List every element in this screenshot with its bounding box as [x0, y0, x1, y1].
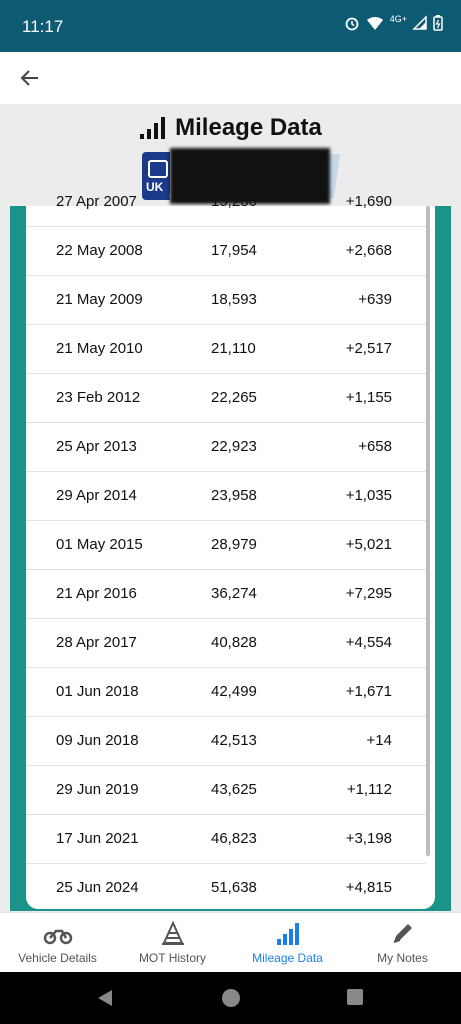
system-home-icon[interactable]: [221, 988, 241, 1008]
row-date: 22 May 2008: [56, 242, 143, 259]
network-type: 4G+: [389, 14, 407, 24]
app-bar: [0, 52, 461, 104]
nav-my-notes[interactable]: [345, 913, 460, 973]
row-date: 25 Apr 2013: [56, 438, 137, 455]
row-mileage: 40,828: [211, 634, 257, 651]
row-date: 27 Apr 2007: [56, 193, 137, 210]
row-date: 21 May 2010: [56, 340, 143, 357]
nav-vehicle-details[interactable]: [0, 913, 115, 973]
row-date: 01 May 2015: [56, 536, 143, 553]
scrollbar[interactable]: [426, 206, 430, 856]
row-diff: +1,671: [345, 683, 392, 700]
table-row: [26, 276, 426, 325]
nav-mot-history[interactable]: [115, 913, 230, 973]
row-mileage: 43,625: [211, 781, 257, 798]
signal-bars-icon: [139, 116, 167, 140]
row-diff: +5,021: [345, 536, 392, 553]
nav-label: MOT History: [138, 951, 207, 965]
nav-label: My Notes: [377, 951, 428, 965]
row-diff: +4,554: [345, 634, 392, 651]
row-date: 17 Jun 2021: [56, 830, 139, 847]
table-row: [26, 423, 426, 472]
table-row: [26, 815, 426, 864]
status-time: 11:17: [22, 17, 64, 36]
row-diff: +639: [358, 291, 392, 308]
nav-label: Vehicle Details: [18, 951, 97, 965]
row-diff: +14: [366, 732, 392, 749]
table-row: [26, 619, 426, 668]
row-diff: +1,112: [346, 781, 392, 798]
alarm-icon: [344, 15, 360, 31]
row-date: 09 Jun 2018: [56, 732, 139, 749]
row-date: 01 Jun 2018: [56, 683, 139, 700]
page-title: Mileage Data: [175, 114, 322, 141]
row-mileage: 28,979: [211, 536, 257, 553]
table-row: [26, 864, 426, 913]
mileage-rows: [26, 178, 426, 913]
table-row: [26, 325, 426, 374]
pencil-icon: [389, 921, 417, 947]
battery-icon: [433, 15, 443, 31]
back-arrow-icon[interactable]: [18, 66, 42, 90]
row-date: 29 Jun 2019: [56, 781, 139, 798]
row-mileage: 17,954: [211, 242, 257, 259]
table-row: [26, 178, 426, 227]
system-back-icon[interactable]: [96, 988, 114, 1008]
table-row: [26, 521, 426, 570]
row-date: 21 Apr 2016: [56, 585, 137, 602]
row-diff: +1,690: [345, 193, 392, 210]
cell-signal-icon: [413, 16, 427, 30]
row-mileage: 15,286: [211, 193, 257, 210]
row-mileage: 42,499: [211, 683, 257, 700]
table-row: [26, 570, 426, 619]
motorcycle-icon: [44, 921, 72, 947]
row-mileage: 22,923: [211, 438, 257, 455]
nav-label: Mileage Data: [252, 951, 323, 965]
mileage-table[interactable]: [26, 193, 435, 909]
row-date: 21 May 2009: [56, 291, 143, 308]
row-mileage: 46,823: [211, 830, 257, 847]
row-diff: +3,198: [345, 830, 392, 847]
wifi-icon: [366, 15, 384, 31]
title-row: [0, 114, 461, 142]
row-diff: +2,517: [345, 340, 392, 357]
nav-mileage-data[interactable]: [230, 913, 345, 973]
signal-bars-icon: [274, 921, 302, 947]
row-mileage: 51,638: [211, 879, 257, 896]
row-diff: +4,815: [345, 879, 392, 896]
row-mileage: 21,110: [211, 340, 256, 357]
row-diff: +1,155: [345, 389, 392, 406]
table-row: [26, 227, 426, 276]
table-row: [26, 374, 426, 423]
plate-crest-icon: [148, 160, 168, 178]
table-row: [26, 766, 426, 815]
row-date: 23 Feb 2012: [56, 389, 141, 406]
table-row: [26, 717, 426, 766]
row-date: 25 Jun 2024: [56, 879, 139, 896]
bottom-nav: [0, 912, 461, 973]
table-row: [26, 668, 426, 717]
status-bar: [0, 0, 461, 52]
row-mileage: 42,513: [211, 732, 257, 749]
row-diff: +2,668: [345, 242, 392, 259]
row-date: 28 Apr 2017: [56, 634, 137, 651]
plate-country: UK: [146, 180, 164, 194]
row-diff: +658: [358, 438, 392, 455]
row-mileage: 23,958: [211, 487, 257, 504]
row-mileage: 36,274: [211, 585, 257, 602]
row-diff: +1,035: [345, 487, 392, 504]
table-row: [26, 472, 426, 521]
row-mileage: 18,593: [211, 291, 257, 308]
row-mileage: 22,265: [211, 389, 257, 406]
system-recents-icon[interactable]: [346, 988, 364, 1006]
row-diff: +7,295: [345, 585, 392, 602]
status-icons: [344, 15, 443, 31]
traffic-cone-icon: [159, 921, 187, 947]
row-date: 29 Apr 2014: [56, 487, 137, 504]
system-nav-bar: [0, 972, 461, 1024]
